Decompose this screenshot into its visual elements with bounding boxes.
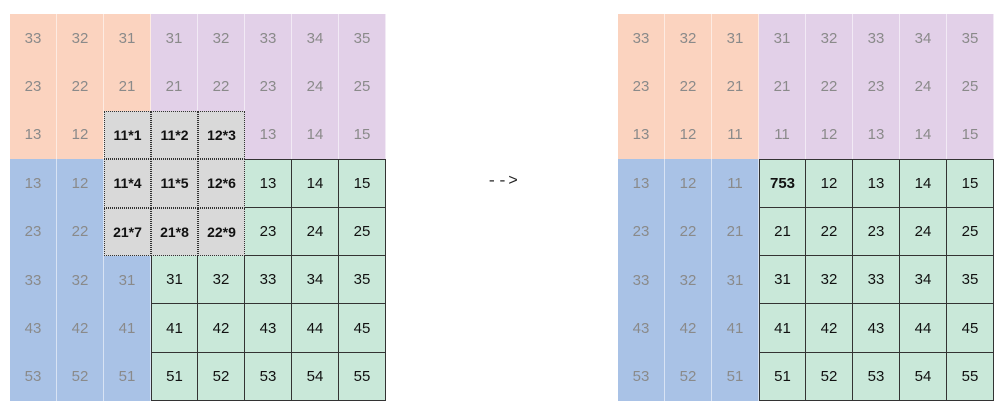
- green-cell: 753: [759, 159, 806, 207]
- green-cell: 13: [245, 159, 292, 207]
- green-cell: 21: [759, 208, 806, 256]
- orange-cell: 11: [712, 111, 759, 159]
- green-cell: 15: [947, 159, 994, 207]
- blue-cell: 12: [665, 159, 712, 207]
- blue-cell: 41: [712, 304, 759, 352]
- orange-cell: 21: [104, 62, 151, 110]
- green-cell: 12: [806, 159, 853, 207]
- kernel-cell: 12*3: [198, 111, 245, 159]
- kernel-cell: 22*9: [198, 208, 245, 256]
- orange-cell: 21: [712, 62, 759, 110]
- blue-cell: 42: [665, 304, 712, 352]
- purple-cell: 14: [900, 111, 947, 159]
- purple-cell: 14: [292, 111, 339, 159]
- purple-cell: 33: [245, 14, 292, 62]
- purple-cell: 13: [853, 111, 900, 159]
- green-cell: 53: [853, 353, 900, 401]
- green-cell: 34: [900, 256, 947, 304]
- green-cell: 24: [292, 208, 339, 256]
- blue-cell: 31: [712, 256, 759, 304]
- blue-cell: 23: [10, 208, 57, 256]
- green-cell: 43: [853, 304, 900, 352]
- purple-cell: 23: [245, 62, 292, 110]
- purple-cell: 31: [759, 14, 806, 62]
- green-cell: 32: [806, 256, 853, 304]
- blue-cell: 53: [10, 353, 57, 401]
- purple-cell: 15: [339, 111, 386, 159]
- orange-cell: 32: [57, 14, 104, 62]
- purple-cell: 22: [806, 62, 853, 110]
- green-cell: 41: [151, 304, 198, 352]
- blue-cell: 13: [618, 159, 665, 207]
- kernel-cell: 11*5: [151, 159, 198, 207]
- green-cell: 41: [759, 304, 806, 352]
- orange-cell: 13: [618, 111, 665, 159]
- blue-cell: 13: [10, 159, 57, 207]
- green-cell: 53: [245, 353, 292, 401]
- green-cell: 23: [853, 208, 900, 256]
- green-cell: 25: [339, 208, 386, 256]
- blue-cell: 43: [618, 304, 665, 352]
- kernel-cell: 21*8: [151, 208, 198, 256]
- kernel-cell: 11*1: [104, 111, 151, 159]
- purple-cell: 24: [292, 62, 339, 110]
- green-cell: 14: [292, 159, 339, 207]
- green-cell: 23: [245, 208, 292, 256]
- purple-cell: 24: [900, 62, 947, 110]
- blue-cell: 11: [712, 159, 759, 207]
- purple-cell: 15: [947, 111, 994, 159]
- orange-cell: 33: [618, 14, 665, 62]
- blue-cell: 53: [618, 353, 665, 401]
- orange-cell: 31: [712, 14, 759, 62]
- blue-cell: 42: [57, 304, 104, 352]
- green-cell: 54: [900, 353, 947, 401]
- blue-cell: 33: [10, 256, 57, 304]
- green-cell: 44: [292, 304, 339, 352]
- green-cell: 52: [198, 353, 245, 401]
- kernel-cell: 11*2: [151, 111, 198, 159]
- right-padded-grid: [618, 14, 995, 401]
- orange-cell: 12: [57, 111, 104, 159]
- purple-cell: 21: [759, 62, 806, 110]
- purple-cell: 12: [806, 111, 853, 159]
- orange-cell: 33: [10, 14, 57, 62]
- blue-cell: 22: [665, 208, 712, 256]
- green-cell: 22: [806, 208, 853, 256]
- blue-cell: 21: [712, 208, 759, 256]
- green-cell: 33: [245, 256, 292, 304]
- orange-cell: 22: [57, 62, 104, 110]
- blue-cell: 31: [104, 256, 151, 304]
- orange-cell: 22: [665, 62, 712, 110]
- blue-cell: 23: [618, 208, 665, 256]
- kernel-cell: 12*6: [198, 159, 245, 207]
- kernel-cell: 11*4: [104, 159, 151, 207]
- left-padded-grid: [10, 14, 387, 401]
- orange-cell: 13: [10, 111, 57, 159]
- green-cell: 45: [339, 304, 386, 352]
- purple-cell: 23: [853, 62, 900, 110]
- green-cell: 24: [900, 208, 947, 256]
- purple-cell: 33: [853, 14, 900, 62]
- green-cell: 42: [198, 304, 245, 352]
- green-cell: 42: [806, 304, 853, 352]
- green-cell: 55: [947, 353, 994, 401]
- green-cell: 45: [947, 304, 994, 352]
- blue-cell: 32: [665, 256, 712, 304]
- orange-cell: 32: [665, 14, 712, 62]
- green-cell: 25: [947, 208, 994, 256]
- purple-cell: 35: [339, 14, 386, 62]
- purple-cell: 13: [245, 111, 292, 159]
- green-cell: 55: [339, 353, 386, 401]
- purple-cell: 25: [339, 62, 386, 110]
- orange-cell: 23: [10, 62, 57, 110]
- green-cell: 44: [900, 304, 947, 352]
- blue-cell: 52: [57, 353, 104, 401]
- blue-cell: 51: [712, 353, 759, 401]
- purple-cell: 32: [806, 14, 853, 62]
- orange-cell: 12: [665, 111, 712, 159]
- purple-cell: 34: [900, 14, 947, 62]
- purple-cell: 25: [947, 62, 994, 110]
- kernel-cell: 21*7: [104, 208, 151, 256]
- blue-cell: 33: [618, 256, 665, 304]
- transform-arrow: -->: [487, 172, 519, 190]
- green-cell: 34: [292, 256, 339, 304]
- green-cell: 32: [198, 256, 245, 304]
- purple-cell: 22: [198, 62, 245, 110]
- blue-cell: 43: [10, 304, 57, 352]
- green-cell: 35: [339, 256, 386, 304]
- purple-cell: 34: [292, 14, 339, 62]
- blue-cell: 51: [104, 353, 151, 401]
- purple-cell: 35: [947, 14, 994, 62]
- green-cell: 13: [853, 159, 900, 207]
- blue-cell: 32: [57, 256, 104, 304]
- orange-cell: 23: [618, 62, 665, 110]
- green-cell: 54: [292, 353, 339, 401]
- green-cell: 51: [759, 353, 806, 401]
- green-cell: 51: [151, 353, 198, 401]
- green-cell: 52: [806, 353, 853, 401]
- green-cell: 14: [900, 159, 947, 207]
- orange-cell: 31: [104, 14, 151, 62]
- blue-cell: 12: [57, 159, 104, 207]
- green-cell: 31: [759, 256, 806, 304]
- green-cell: 35: [947, 256, 994, 304]
- green-cell: 33: [853, 256, 900, 304]
- green-cell: 15: [339, 159, 386, 207]
- purple-cell: 32: [198, 14, 245, 62]
- green-cell: 31: [151, 256, 198, 304]
- purple-cell: 11: [759, 111, 806, 159]
- blue-cell: 22: [57, 208, 104, 256]
- purple-cell: 31: [151, 14, 198, 62]
- blue-cell: 52: [665, 353, 712, 401]
- green-cell: 43: [245, 304, 292, 352]
- purple-cell: 21: [151, 62, 198, 110]
- blue-cell: 41: [104, 304, 151, 352]
